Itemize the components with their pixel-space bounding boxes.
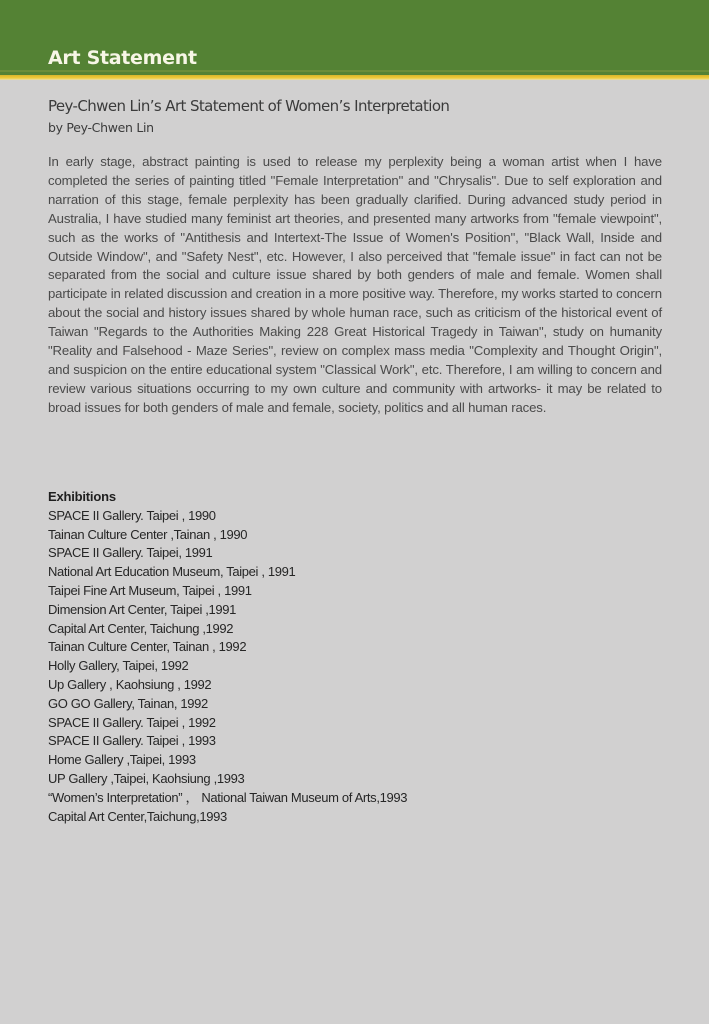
header-divider-line <box>0 70 709 72</box>
exhibition-item: SPACE II Gallery. Taipei , 1992 <box>48 714 216 730</box>
exhibitions-heading: Exhibitions <box>48 489 116 504</box>
exhibition-item: Dimension Art Center, Taipei ,1991 <box>48 601 237 617</box>
exhibition-item: SPACE II Gallery. Taipei , 1993 <box>48 733 216 749</box>
exhibition-item: Holly Gallery, Taipei, 1992 <box>48 658 189 674</box>
exhibition-item: Home Gallery ,Taipei, 1993 <box>48 752 196 768</box>
art-statement-body: In early stage, abstract painting is used to release my perplexity being a woman artist when I have completed the series of painting titled "Female Interpretation" and "Chrysalis". Due to self exploration and narration of this stage, female perplexity has been gradually clarified. During advanced study period in Australia, I have studied many feminist art theories, and presented many artworks from "female viewpoint", such as the works of "Antithesis and Intertext-The Issue of Women's Position", "Black Wall, Inside and Outside Window", and "Safety Nest", etc. However, I also perceived that "female issue" in fact can not be separated from the social and culture issue shared by both genders of male and female. Women shall participate in related discussion and creation in a more positive way. Therefore, my works started to concern about the social and history issues shared by whole human race, such as criticism of the historical event of Taiwan "Regards to the Authorities Making 228 Great Historical Tragedy in Taiwan", study on humanity "Reality and Falsehood - Maze Series", review on complex mass media "Complexity and Thought Origin", and suspicion on the entire educational system "Classical Work", etc. Therefore, I am willing to concern and review various situations occurring to my own culture and community with artworks- it may be related to broad issues for both genders of male and female, society, politics and all human races. <box>48 154 662 415</box>
exhibition-item: Capital Art Center, Taichung ,1992 <box>48 620 234 636</box>
exhibition-item: National Art Education Museum, Taipei , 1991 <box>48 564 296 580</box>
section-title: Art Statement <box>48 47 197 69</box>
accent-stripe <box>0 75 709 80</box>
exhibition-item: Taipei Fine Art Museum, Taipei , 1991 <box>48 582 252 598</box>
exhibition-item: SPACE II Gallery. Taipei , 1990 <box>48 507 216 523</box>
exhibition-item: UP Gallery ,Taipei, Kaohsiung ,1993 <box>48 770 245 786</box>
exhibition-item: Up Gallery , Kaohsiung , 1992 <box>48 676 212 692</box>
exhibition-item: Capital Art Center,Taichung,1993 <box>48 808 227 824</box>
header-band <box>0 0 709 75</box>
author-byline: by Pey-Chwen Lin <box>48 120 154 135</box>
exhibition-item: “Women’s Interpretation” ， National Taiwan Museum of Arts,1993 <box>48 789 408 805</box>
exhibitions-section <box>48 488 648 826</box>
exhibition-item: Tainan Culture Center ,Tainan , 1990 <box>48 526 248 542</box>
exhibition-item: Tainan Culture Center, Tainan , 1992 <box>48 639 247 655</box>
exhibitions-list <box>48 507 648 827</box>
document-title: Pey-Chwen Lin’s Art Statement of Women’s Interpretation <box>48 97 450 115</box>
exhibition-item: SPACE II Gallery. Taipei, 1991 <box>48 545 213 561</box>
exhibition-item: GO GO Gallery, Tainan, 1992 <box>48 695 208 711</box>
